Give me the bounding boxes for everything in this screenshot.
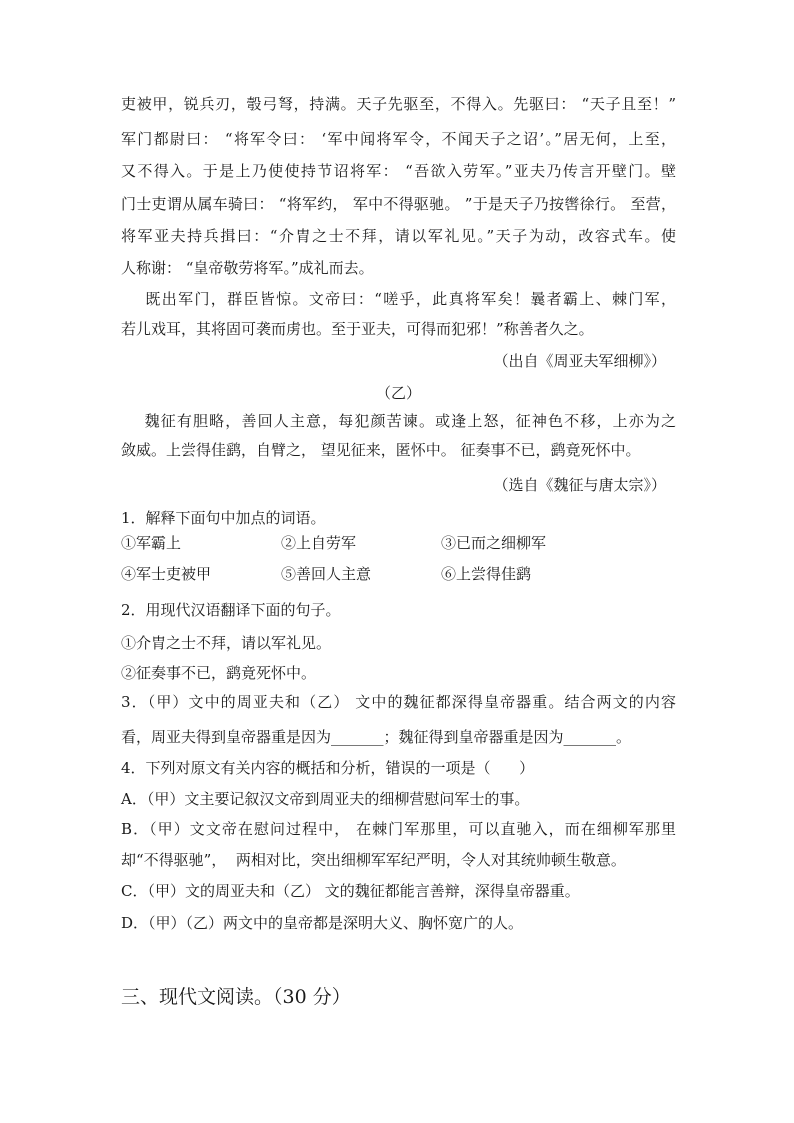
question-stem: 看，周亚夫得到皇帝器重是因为_______；魏征得到皇帝器重是因为_______。 [121, 728, 632, 746]
passage-label: （乙） [375, 384, 421, 402]
question-stem: 1．解释下面句中加点的词语。 [121, 509, 326, 527]
passage-source: （选自《魏征与唐太宗》） [493, 476, 666, 494]
passage-line: 又不得入。于是上乃使使持节诏将军： “吾欲入劳军。”亚夫乃传言开壁门。壁 [121, 162, 676, 180]
passage-line: 将军亚夫持兵揖曰：“介胄之士不拜，请以军礼见。”天子为动，改容式车。使 [121, 227, 676, 245]
word-option: ②上自劳军 [281, 534, 357, 552]
passage-line: 敛威。上尝得佳鹞，自臂之， 望见征来，匿怀中。 征奏事不已，鹞竟死怀中。 [121, 441, 641, 459]
word-option: ③已而之细柳军 [441, 534, 547, 552]
word-option: ④军士吏被甲 [121, 565, 212, 583]
choice-d: D．（甲）（乙）两文中的皇帝都是深明大义、胸怀宽广的人。 [121, 914, 524, 932]
translation-item: ②征奏事不已，鹞竟死怀中。 [121, 664, 317, 682]
choice-a: A．（甲）文主要记叙汉文帝到周亚夫的细柳营慰问军士的事。 [121, 790, 530, 808]
choice-b-cont: 却“不得驱驰”， 两相对比，突出细柳军军纪严明，令人对其统帅顿生敬意。 [121, 851, 626, 869]
word-option: ①军霸上 [121, 534, 182, 552]
question-stem: 4．下列对原文有关内容的概括和分析，错误的一项是（ ） [121, 759, 535, 777]
passage-line: 魏征有胆略，善回人主意，每犯颜苦谏。或逢上怒，征神色不移，上亦为之 [121, 412, 676, 430]
passage-line: 军门都尉曰： “将军令曰： ‘军中闻将军令，不闻天子之诏’。”居无何，上至， [121, 130, 676, 148]
passage-source: （出自《周亚夫军细柳》） [493, 352, 666, 370]
passage-line: 既出军门，群臣皆惊。文帝曰：“嗟乎，此真将军矣！曩者霸上、棘门军， [121, 290, 676, 308]
choice-c: C．（甲）文的周亚夫和（乙） 文的魏征都能言善辩，深得皇帝器重。 [121, 882, 580, 900]
passage-line: 吏被甲，锐兵刃，彀弓弩，持满。天子先驱至，不得入。先驱曰： “天子且至！” [121, 95, 676, 113]
section-3-title: 三、现代文阅读。（30 分） [121, 986, 351, 1008]
word-option: ⑥上尝得佳鹞 [441, 565, 532, 583]
word-option: ⑤善回人主意 [281, 565, 372, 583]
passage-line: 人称谢： “皇帝敬劳将军。”成礼而去。 [121, 259, 374, 277]
translation-item: ①介胄之士不拜，请以军礼见。 [121, 634, 332, 652]
passage-line: 门士吏谓从属车骑曰： “将军约， 军中不得驱驰。 ”于是天子乃按辔徐行。 至营， [121, 195, 676, 213]
choice-b: B．（甲）文文帝在慰问过程中， 在棘门军那里，可以直驰入，而在细柳军那里 [121, 820, 676, 838]
question-stem: 3．（甲）文中的周亚夫和（乙） 文中的魏征都深得皇帝器重。结合两文的内容 [121, 693, 676, 711]
question-stem: 2．用现代汉语翻译下面的句子。 [121, 601, 341, 619]
passage-line: 若儿戏耳，其将固可袭而虏也。至于亚夫，可得而犯邪！”称善者久之。 [121, 320, 594, 338]
